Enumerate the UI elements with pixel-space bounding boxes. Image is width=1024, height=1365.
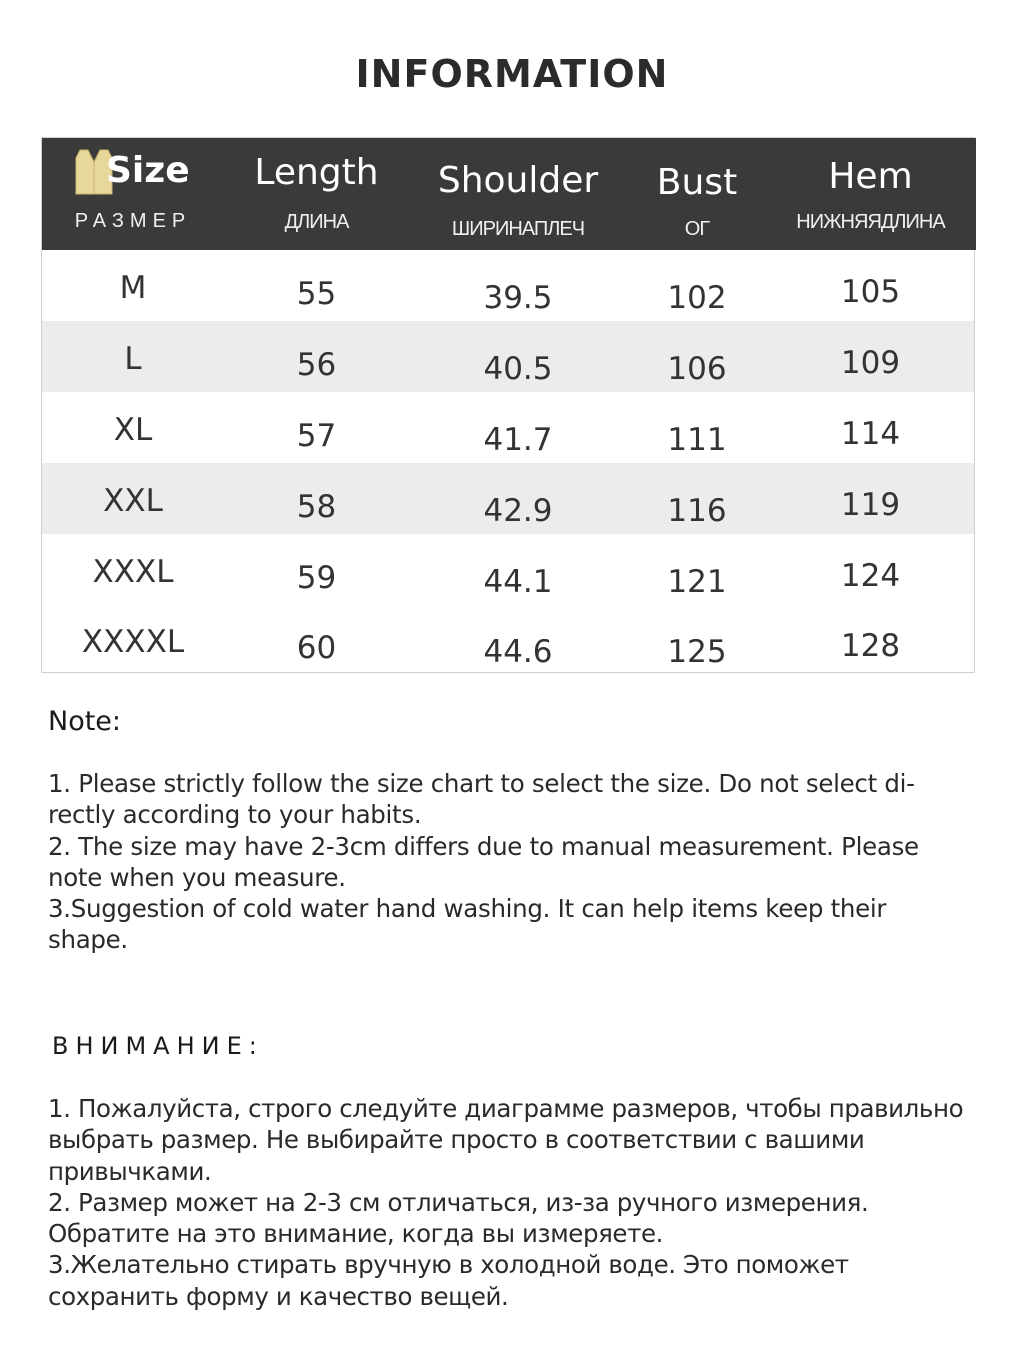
size-chart-table [41, 137, 975, 673]
cell-shoulder: 44.6 [483, 634, 553, 670]
cell-length: 57 [296, 418, 337, 454]
header-bust-ru: ОГ [684, 218, 710, 240]
header-hem [767, 138, 974, 250]
cell-hem: 114 [840, 416, 901, 452]
note-list [48, 768, 968, 956]
ru-note-line: 1. Пожалуйста, строго следуйте диаграмме размеров, чтобы правильно [48, 1094, 964, 1123]
cell-shoulder: 41.7 [483, 422, 553, 458]
cell-bust: 121 [667, 564, 727, 600]
header-shoulder-en: Shoulder [437, 160, 599, 201]
cell-shoulder: 44.1 [483, 564, 553, 600]
header-size-en: Size [106, 150, 190, 191]
cell-size: L [124, 341, 142, 377]
ru-note-line: сохранить форму и качество вещей. [48, 1281, 509, 1311]
cell-length: 55 [296, 276, 337, 312]
cell-hem: 124 [840, 558, 901, 594]
header-bust-en: Bust [656, 162, 738, 203]
table-header [42, 138, 976, 250]
cell-hem: 105 [840, 274, 901, 310]
cell-shoulder: 42.9 [483, 493, 553, 529]
ru-note-line: 2. Размер может на 2-3 см отличаться, из-за ручного измерения. [48, 1187, 869, 1217]
cell-bust: 116 [667, 493, 727, 529]
cell-size: XL [113, 412, 153, 448]
ru-note-line: 3.Желательно стирать вручную в холодной воде. Это поможет [48, 1250, 849, 1280]
header-bust [627, 138, 767, 250]
header-length [224, 138, 409, 250]
note-heading: Note: [48, 706, 122, 737]
header-size-ru: РАЗМЕР [74, 210, 192, 232]
ru-note-heading: ВНИМАНИЕ: [52, 1032, 264, 1060]
cell-size: XXL [103, 483, 163, 519]
cell-length: 59 [296, 560, 337, 596]
cell-size: XXXXL [81, 624, 185, 660]
cell-bust: 125 [667, 634, 727, 670]
cell-bust: 106 [667, 351, 727, 387]
cell-hem: 109 [840, 345, 901, 381]
table-row [42, 321, 974, 392]
page-title: INFORMATION [355, 52, 669, 96]
cell-shoulder: 40.5 [483, 351, 553, 387]
header-shoulder [409, 138, 627, 250]
cell-bust: 111 [667, 422, 727, 458]
cell-bust: 102 [667, 280, 727, 316]
ru-note-line: выбрать размер. Не выбирайте просто в соответствии с вашими [48, 1125, 865, 1155]
cell-size: M [119, 270, 147, 306]
note-line: rectly according to your habits. [48, 800, 422, 830]
cell-length: 60 [296, 630, 337, 666]
note-line: 2. The size may have 2-3cm differs due to manual measurement. Please [48, 831, 919, 861]
note-line: shape. [48, 925, 128, 955]
table-row [42, 250, 974, 321]
cell-shoulder: 39.5 [483, 280, 553, 316]
note-line: 3.Suggestion of cold water hand washing. It can help items keep their [48, 894, 887, 924]
table-row [42, 604, 974, 675]
header-size [42, 138, 224, 250]
table-row [42, 463, 974, 534]
header-length-en: Length [254, 152, 379, 193]
cell-hem: 128 [840, 628, 901, 664]
ru-note-line: Обратите на это внимание, когда вы измеряете. [48, 1219, 664, 1249]
cell-size: XXXL [92, 554, 174, 590]
cell-length: 56 [296, 347, 337, 383]
table-row [42, 534, 974, 605]
header-shoulder-ru: ШИРИНАПЛЕЧ [451, 218, 585, 240]
cell-length: 58 [296, 489, 337, 525]
cell-hem: 119 [840, 487, 901, 523]
ru-note-line: привычками. [48, 1156, 212, 1186]
header-hem-ru: НИЖНЯЯДЛИНА [796, 211, 945, 233]
note-line: note when you measure. [48, 862, 346, 892]
note-line: 1. Please strictly follow the size chart to select the size. Do not select di- [48, 769, 915, 798]
ru-note-list [48, 1093, 988, 1312]
header-length-ru: ДЛИНА [284, 211, 349, 233]
header-hem-en: Hem [828, 156, 913, 197]
table-row [42, 392, 974, 463]
